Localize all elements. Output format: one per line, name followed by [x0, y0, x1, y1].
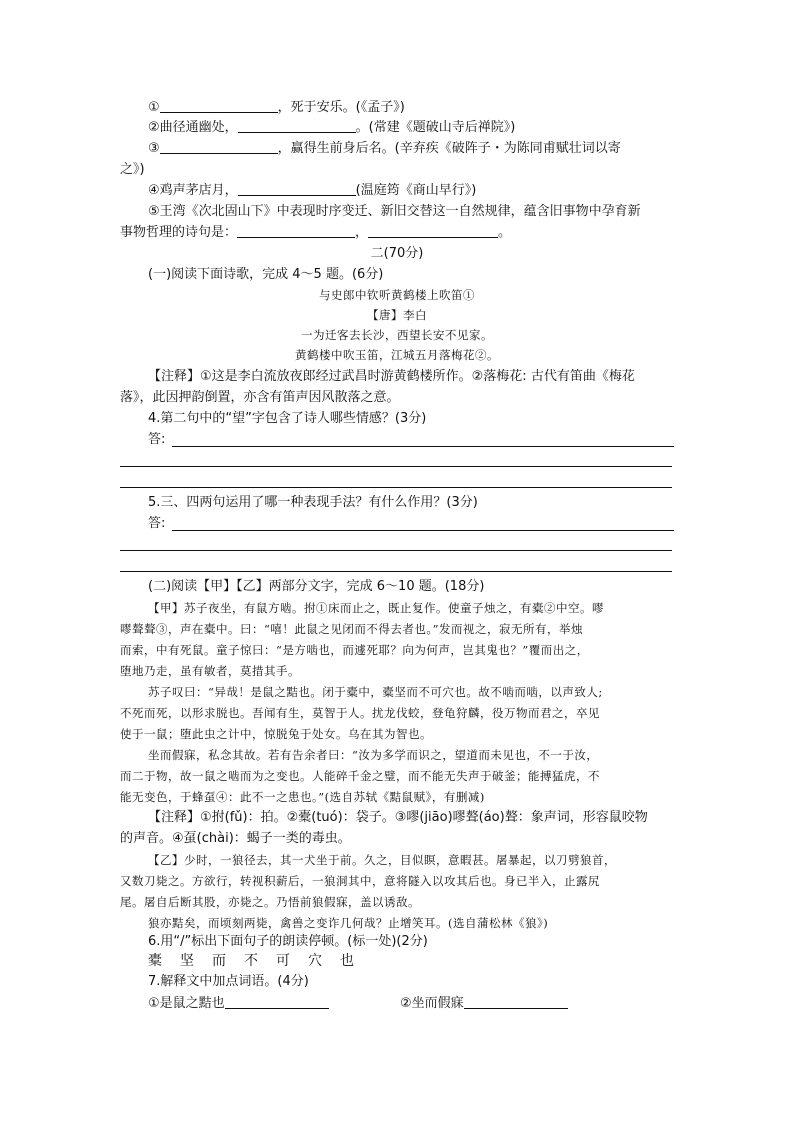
- fill-item-3: ③ ，赢得生前身后名。(辛弃疾《破阵子・为陈同甫赋壮词以寄: [148, 141, 621, 156]
- answer-label-5: 答:: [148, 516, 166, 531]
- pause-sentence[interactable]: 橐坚而不可穴也: [148, 953, 372, 969]
- answer-blank[interactable]: [238, 181, 356, 196]
- fill-item-2: ②曲径通幽处， 。(常建《题破山寺后禅院》): [148, 120, 516, 135]
- fill-item-1: ① ，死于安乐。(《孟子》): [148, 100, 405, 115]
- answer-blank[interactable]: [160, 98, 278, 113]
- passage-jia-line: 使于一鼠；堕此虫之计中，惊脱兔于处女。乌在其为智也。: [120, 727, 432, 741]
- question-7: 7.解释文中加点词语。(4分): [148, 974, 309, 989]
- answer-line[interactable]: [120, 466, 672, 467]
- passage-yi-line: 又数刀毙之。方欲行，转视积薪后，一狼洞其中，意将隧入以攻其后也。身已半入，止露尻: [120, 874, 600, 888]
- passage-jia-line: 能无变色，于蜂虿④：此不一之患也。”(选自苏轼《黠鼠赋》，有删减): [120, 790, 485, 804]
- passage-jia-line: 嘐聱聱③，声在橐中。曰：“嘻！此鼠之见闭而不得去者也。”发而视之，寂无所有，举烛: [120, 622, 584, 636]
- poem-note-line-1: 【注释】①这是李白流放夜郎经过武昌时游黄鹤楼所作。②落梅花: 古代有笛曲《梅花: [148, 369, 635, 384]
- poem-author: 【唐】李白: [367, 308, 427, 322]
- poem-line-2: 黄鹤楼中吹玉笛，江城五月落梅花②。: [295, 348, 499, 362]
- poem-note-line-2: 落》，此因押韵倒置，亦含有笛声因风散落之意。: [120, 390, 400, 405]
- fill-item-5-line2: 事物哲理的诗句是： ， 。: [120, 225, 512, 240]
- passage-jia-line: 而索，中有死鼠。童子惊曰：“是方啮也，而遽死耶？向为何声，岂其鬼也？”覆而出之，: [120, 643, 589, 657]
- answer-label-4: 答:: [148, 432, 166, 447]
- passage-jia-line: 不死而死，以形求脱也。吾闻有生，莫智于人。扰龙伐蛟，登龟狩麟，役万物而君之，卒见: [120, 706, 600, 720]
- answer-blank[interactable]: [237, 223, 355, 238]
- section-heading: 二(70分): [370, 246, 424, 261]
- answer-line[interactable]: [120, 550, 672, 551]
- answer-blank[interactable]: [225, 994, 329, 1009]
- passage-jia-line: 苏子叹曰：“异哉！是鼠之黠也。闭于橐中，橐坚而不可穴也。故不啮而啮，以声致人;: [148, 685, 603, 699]
- part1-intro: (一)阅读下面诗歌，完成 4～5 题。(6分): [148, 267, 384, 282]
- poem-title: 与史郎中钦听黄鹤楼上吹笛①: [319, 288, 475, 302]
- q7-item-1: ①是鼠之黠也: [148, 994, 329, 1014]
- answer-blank[interactable]: [160, 139, 278, 154]
- question-6: 6.用“/”标出下面句子的朗读停顿。(标一处)(2分): [148, 934, 428, 949]
- passage-jia-line: 堕地乃走，虽有敏者，莫措其手。: [120, 664, 300, 678]
- answer-line[interactable]: [120, 487, 672, 488]
- q7-item-2: ②坐而假寐: [400, 994, 568, 1014]
- answer-blank[interactable]: [368, 223, 498, 238]
- answer-line[interactable]: [172, 530, 674, 531]
- passage-yi-line: 狼亦黠矣，而顷刻两毙，禽兽之变诈几何哉？止增笑耳。(选自蒲松林《狼》): [148, 916, 549, 930]
- fill-item-3-cont: 之》): [120, 162, 145, 177]
- passage-jia-line: 【甲】苏子夜坐，有鼠方啮。拊①床而止之，既止复作。使童子烛之，有橐②中空。嘐: [148, 601, 604, 615]
- passage-jia-note-line-1: 【注释】①拊(fǔ)：拍。②橐(tuó)：袋子。③嘐(jiāo)嘐聱(áo)聱：象声词，形容鼠咬物: [148, 810, 648, 825]
- question-4: 4.第二句中的“望”字包含了诗人哪些情感？(3分): [148, 411, 427, 426]
- passage-jia-line: 坐而假寐，私念其故。若有告余者曰：“汝为多学而识之，望道而未见也，不一于汝，: [148, 748, 599, 762]
- fill-item-5-line1: ⑤王湾《次北固山下》中表现时序变迁、新旧交替这一自然规律，蕴含旧事物中孕育新: [148, 204, 641, 219]
- passage-jia-line: 而二于物，故一鼠之啮而为之变也。人能碎千金之璧，而不能无失声于破釜；能搏猛虎，不: [120, 769, 600, 783]
- part2-intro: (二)阅读【甲】【乙】两部分文字，完成 6～10 题。(18分): [148, 579, 485, 594]
- passage-jia-note-line-2: 的声音。④虿(chài)：蝎子一类的毒虫。: [120, 831, 351, 846]
- answer-blank[interactable]: [238, 118, 356, 133]
- question-5: 5.三、四两句运用了哪一种表现手法？有什么作用？(3分): [148, 495, 478, 510]
- passage-yi-line: 尾。屠自后断其股，亦毙之。乃悟前狼假寐，盖以诱敌。: [120, 895, 420, 909]
- answer-blank[interactable]: [464, 994, 568, 1009]
- answer-line[interactable]: [172, 446, 674, 447]
- answer-line[interactable]: [120, 571, 672, 572]
- fill-item-4: ④鸡声茅店月， (温庭筠《商山早行》): [148, 183, 477, 198]
- passage-yi-line: 【乙】少时，一狼径去，其一犬坐于前。久之，目似瞑，意暇甚。屠暴起，以刀劈狼首，: [148, 853, 616, 867]
- poem-line-1: 一为迁客去长沙，西望长安不见家。: [301, 328, 493, 342]
